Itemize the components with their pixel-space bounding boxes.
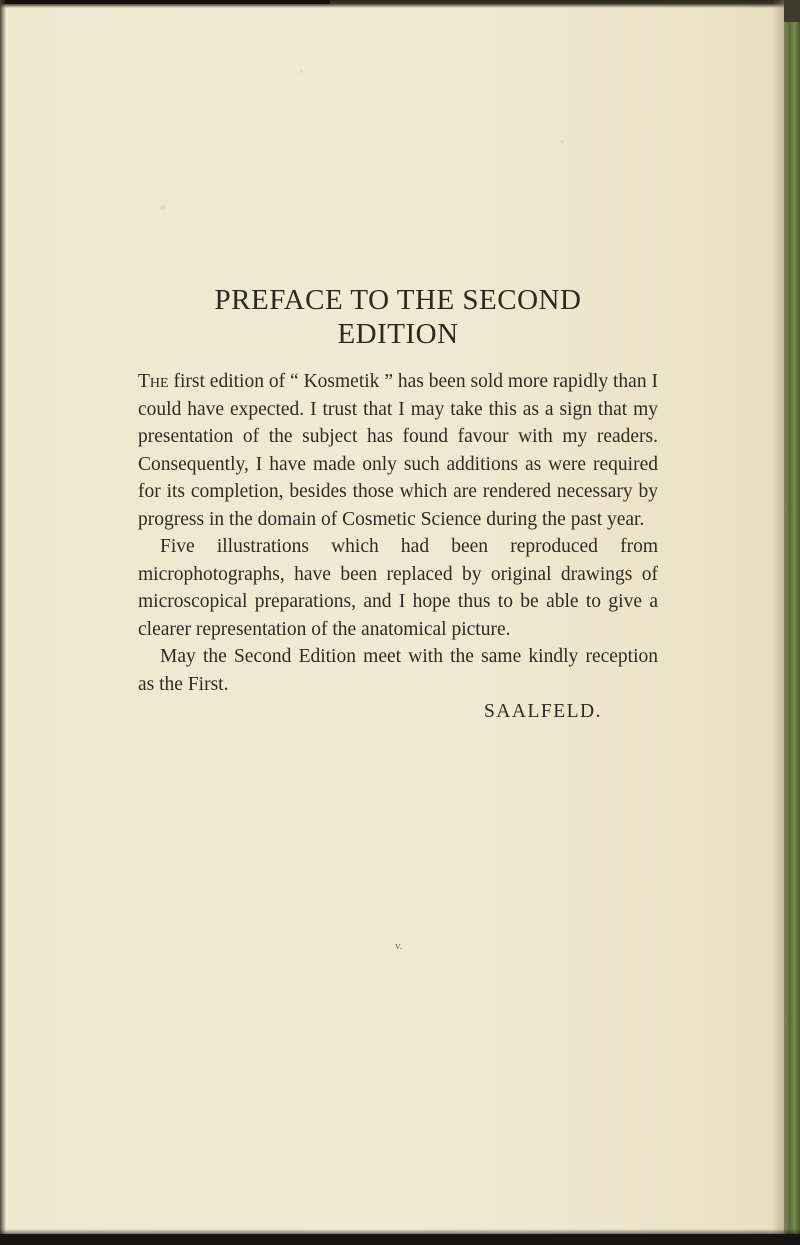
page-title: [138, 283, 658, 351]
paragraph-1-text: first edition of “ Kosmetik ” has been sold more rapidly than I could have expected. I trust that I may take this as a sign that my presentation of the subject has found favour with my readers. Consequently, I have made only such additions as were required for its completion, besides those which are rendered necessary by progress in the domain of Cosmetic Science during the past year.: [138, 371, 658, 530]
paragraph-1: [138, 368, 658, 533]
page-bottom-shadow: [0, 1234, 800, 1245]
paper-spot: [560, 140, 564, 144]
binding-band: [784, 0, 800, 22]
paper-spot: [160, 205, 165, 210]
title-line-2: EDITION: [337, 318, 459, 350]
preface-content: [138, 283, 658, 726]
paper-spot: [300, 70, 303, 73]
title-line-1: PREFACE TO THE SECOND: [214, 284, 582, 316]
book-binding-edge: [784, 0, 800, 1245]
page-left-shadow: [0, 0, 6, 1245]
paragraph-1-first-word: The: [138, 371, 169, 392]
page-folio: v.: [395, 940, 403, 952]
author-signature: SAALFELD.: [483, 701, 602, 722]
paragraph-2: Five illustrations which had been reproduced from microphotographs, have been replaced by original drawings of microscopical preparations, and I hope thus to be able to give a clearer representation of the anatomical picture.: [138, 536, 658, 640]
paragraph-3: May the Second Edition meet with the same kindly reception as the First.: [138, 646, 658, 695]
page-top-shadow: [0, 0, 800, 8]
